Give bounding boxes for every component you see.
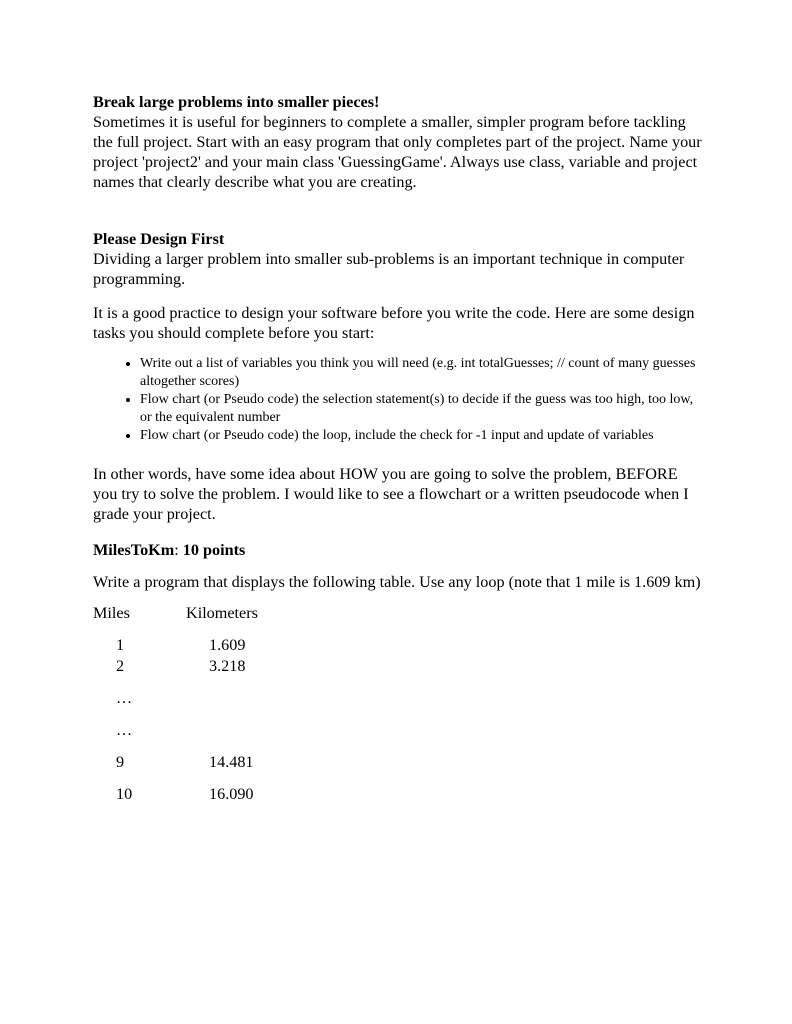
closing-paragraph: In other words, have some idea about HOW you are going to solve the problem, BEFORE you try to solve the problem. I would like to see a flowchart or a written pseudocode when I grade your project. — [93, 465, 689, 523]
heading-colon: : — [174, 541, 179, 559]
list-item: • Flow chart (or Pseudo code) the loop, include the check for -1 input and update of variables — [140, 427, 703, 445]
cell-km: 16.090 — [209, 785, 254, 803]
section-break-problems — [93, 92, 703, 192]
cell-km: 14.481 — [209, 753, 254, 771]
design-intro-paragraph: It is a good practice to design your software before you write the code. Here are some design tasks you should complete before you start: — [93, 304, 695, 342]
section-heading: Please Design First — [93, 230, 225, 248]
cell-miles: 2 — [116, 657, 125, 675]
section-body: Sometimes it is useful for beginners to complete a smaller, simpler program before tackling the full project. Start with an easy program that only completes part of the project. Name your project 'project2' and your main class 'GuessingGame'. Always use class, variable and project names that clearly describe what you are creating. — [93, 113, 702, 191]
table-row — [93, 752, 703, 772]
table-header — [93, 603, 703, 623]
table-row — [93, 656, 703, 676]
heading-title: MilesToKm — [93, 541, 175, 559]
cell-miles: … — [116, 721, 133, 739]
table-row — [93, 784, 703, 804]
document-page — [93, 92, 703, 804]
section-design-first — [93, 229, 703, 289]
section-heading: Break large problems into smaller pieces! — [93, 93, 380, 111]
table-row — [93, 720, 703, 740]
list-item: • Flow chart (or Pseudo code) the selection statement(s) to decide if the guess was too high, too low, or the equivalent number — [140, 391, 703, 427]
cell-miles: 9 — [116, 753, 125, 771]
list-item: • Write out a list of variables you think you will need (e.g. int totalGuesses; // count of many guesses altogether scores) — [140, 355, 703, 391]
heading-points: 10 points — [182, 541, 246, 559]
miles-to-km-heading — [93, 540, 703, 560]
cell-miles: … — [116, 689, 133, 707]
cell-miles: 10 — [116, 785, 133, 803]
table-row — [93, 635, 703, 655]
cell-miles: 1 — [116, 636, 125, 654]
section-body: Dividing a larger problem into smaller sub-problems is an important technique in computer programming. — [93, 250, 685, 288]
column-header-miles: Miles — [93, 604, 130, 622]
miles-to-km-body: Write a program that displays the following table. Use any loop (note that 1 mile is 1.609 km) — [93, 573, 701, 591]
design-task-list — [93, 355, 703, 445]
cell-km: 3.218 — [209, 657, 246, 675]
cell-km: 1.609 — [209, 636, 246, 654]
table-row — [93, 688, 703, 708]
column-header-km: Kilometers — [186, 604, 258, 622]
